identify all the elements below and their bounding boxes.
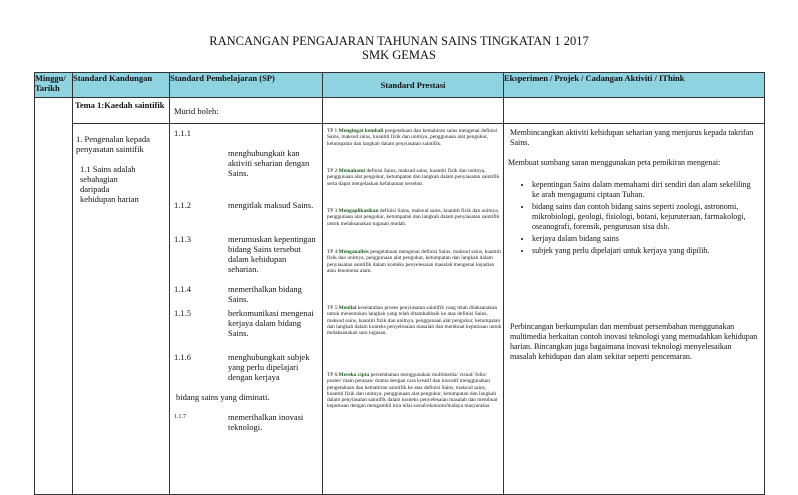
sp-text-7: memerihalkan inovasi teknologi. <box>228 412 304 432</box>
eksperimen-cell <box>504 124 764 494</box>
sp-text-3: merumuskan kepentingan bidang Sains tersebut dalam kehidupan seharian. <box>228 234 316 274</box>
sp-text-6-cont: bidang sains yang diminati. <box>176 392 270 402</box>
eks-bullet-2: • bidang sains dan contoh bidang sains seperti zoologi, astronomi, mikrobiologi, geologi, fisiologi, botani, kejuruteraan, farmakologi, oseanografi, forensik, pengurusan sisa dsb. <box>532 202 758 232</box>
eks-bullet-1: • kepentingan Sains dalam memahami diri sendiri dan alam sekeliling ke arah mengagumi ciptaan Tuhan. <box>532 180 758 200</box>
tp-3: TP 3:Mengaplikasikan definisi Sains, maksud sains, kuantiti fizik dan unitnya, penggunaan alat pengukur, ketumpatan dan langkah dalam penyiasatan saintifik untuk melaksanakan tugasan mudah. <box>327 208 500 227</box>
sp-num-5: 1.1.5 <box>174 308 191 318</box>
sp-num-4: 1.1.4 <box>174 284 191 294</box>
sp-text-1: menghubungkait kan aktiviti seharian dengan Sains. <box>228 148 310 178</box>
murid-boleh-label: Murid boleh: <box>174 106 219 116</box>
standard-kandungan-cell <box>73 124 169 494</box>
eks-paragraph-3: Perbincangan berkumpulan dan membuat persembahan menggunakan multimedia berkaitan contoh inovasi teknologi yang memudahkan kehidupan harian. Bincangkan juga bagaimana inovasi teknologi menyelesaikan masalah kehidupan dan alam sekitar seperti pencemaran. <box>510 322 758 361</box>
eks-bullet-list <box>506 180 758 258</box>
standard-pembelajaran-cell <box>170 124 322 494</box>
eks-paragraph-1: Membincangkan aktiviti kehidupan seharian yang menjurus kepada takrifan Sains. <box>510 128 754 147</box>
eksperimen-blank-cell <box>504 98 765 124</box>
school-name: SMK GEMAS <box>362 48 436 62</box>
eks-paragraph-2: Membuat sumbang saran menggunakan peta pemikiran mengenai: <box>508 158 721 167</box>
sp-num-1: 1.1.1 <box>174 128 191 138</box>
tp-2: TP 2:Memahami definisi Sains, maksud sains, kuantiti fizik dan unitnya, penggunaan alat pengukur, ketumpatan dan langkah dalam penyiasatan saintifik serta dapat menjelaskan kefahaman tersebut. <box>327 168 500 187</box>
header-eksperimen: Eksperimen / Projek / Cadangan Aktiviti / IThink <box>504 73 765 98</box>
eks-bullet-4: • subjek yang perlu dipelajari untuk kerjaya yang dipilih. <box>532 246 758 256</box>
prestasi-blank-cell <box>323 98 504 124</box>
header-standard-pembelajaran: Standard Pembelajaran (SP) <box>170 73 323 98</box>
header-standard-kandungan: Standard Kandungan <box>73 73 170 98</box>
eks-bullet-3: • kerjaya dalam bidang sains <box>532 234 758 244</box>
yearly-plan-table <box>34 72 765 495</box>
sp-num-6: 1.1.6 <box>174 352 191 362</box>
sp-num-3: 1.1.3 <box>174 234 191 244</box>
sp-text-2: mengitlak maksud Sains. <box>228 200 314 210</box>
sk-item-1: 1. Pengenalan kepada penyasatan saintifik <box>76 134 150 154</box>
header-standard-prestasi: Standard Prestasi <box>323 73 504 98</box>
sp-text-4: memerihalkan bidang Sains. <box>228 284 302 304</box>
tp-6: TP 6:Mereka cipta persembahan menggunakan multimedia/ visual/ folio/ poster/ main peranan/ drama dengan cara kreatif dan inovatif menggunakan pengetahuan dan kemahiran saintifik ke atas definisi Sains, maksud sains, kuantiti fizik dan unitnya, penggunaan alat pengukur, ketumpatan dan langkah dalam penyiasatan saintifik dalam konteks penyelesaian masalah dan membuat keputusan dengan mengambil kira nilai sosial/ekonomi/budaya masyarakat. <box>327 372 498 410</box>
tp-5: TP 5:Menilai keselarahan proses penyiasatan saintifik yang telah dilaksanakan untuk menentukan langkah yang telah ditambahbaik ke atas definisi Sains, maksud sains, kuantiti fizik dan unitnya, penggunaan alat pengukur, ketumpatan dan langkah dalam konteks penyelesaian masalah dan membuat keputusan untuk melaksanakan satu tugasan. <box>327 305 502 337</box>
minggu-cell <box>35 98 73 495</box>
document-title: RANCANGAN PENGAJARAN TAHUNAN SAINS TINGKATAN 1 2017 <box>209 34 589 48</box>
sp-num-2: 1.1.2 <box>174 200 191 210</box>
sp-text-6: menghubungkait subjek yang perlu dipelajari dengan kerjaya <box>228 352 310 382</box>
sk-item-1-1: 1.1 Sains adalah sebahagian daripada kehidupan harian <box>80 164 139 204</box>
sp-num-7: 1.1.7 <box>174 414 186 420</box>
tp-4: TP 4:Menganalisis pengetahuan mengenai definisi Sains, maksud sains, kuantiti fizik dan unitnya, penggunaan alat pengukur, ketumpatan dan langkah dalam penyiasatan saintifik dalam konteks penyelesaian masalah mengenai kejadian atau fenomena alam. <box>327 249 502 274</box>
standard-prestasi-cell <box>323 124 503 494</box>
header-minggu: Minggu/ Tarikh <box>35 73 73 98</box>
tp-1: TP 1:Mengingat kembali pengetahuan dan kemahiran sains mengenai definisi Sains, maksud sains, kuantiti fizik dan unitnya, penggunaan alat pengukur, ketumpatan dan langkah dalam penyiasatan saintifik. <box>327 128 498 147</box>
sp-text-5: berkomunikasi mengenai kerjaya dalam bidang Sains. <box>228 308 314 338</box>
tema-label: Tema 1:Kaedah saintifik <box>75 100 165 110</box>
